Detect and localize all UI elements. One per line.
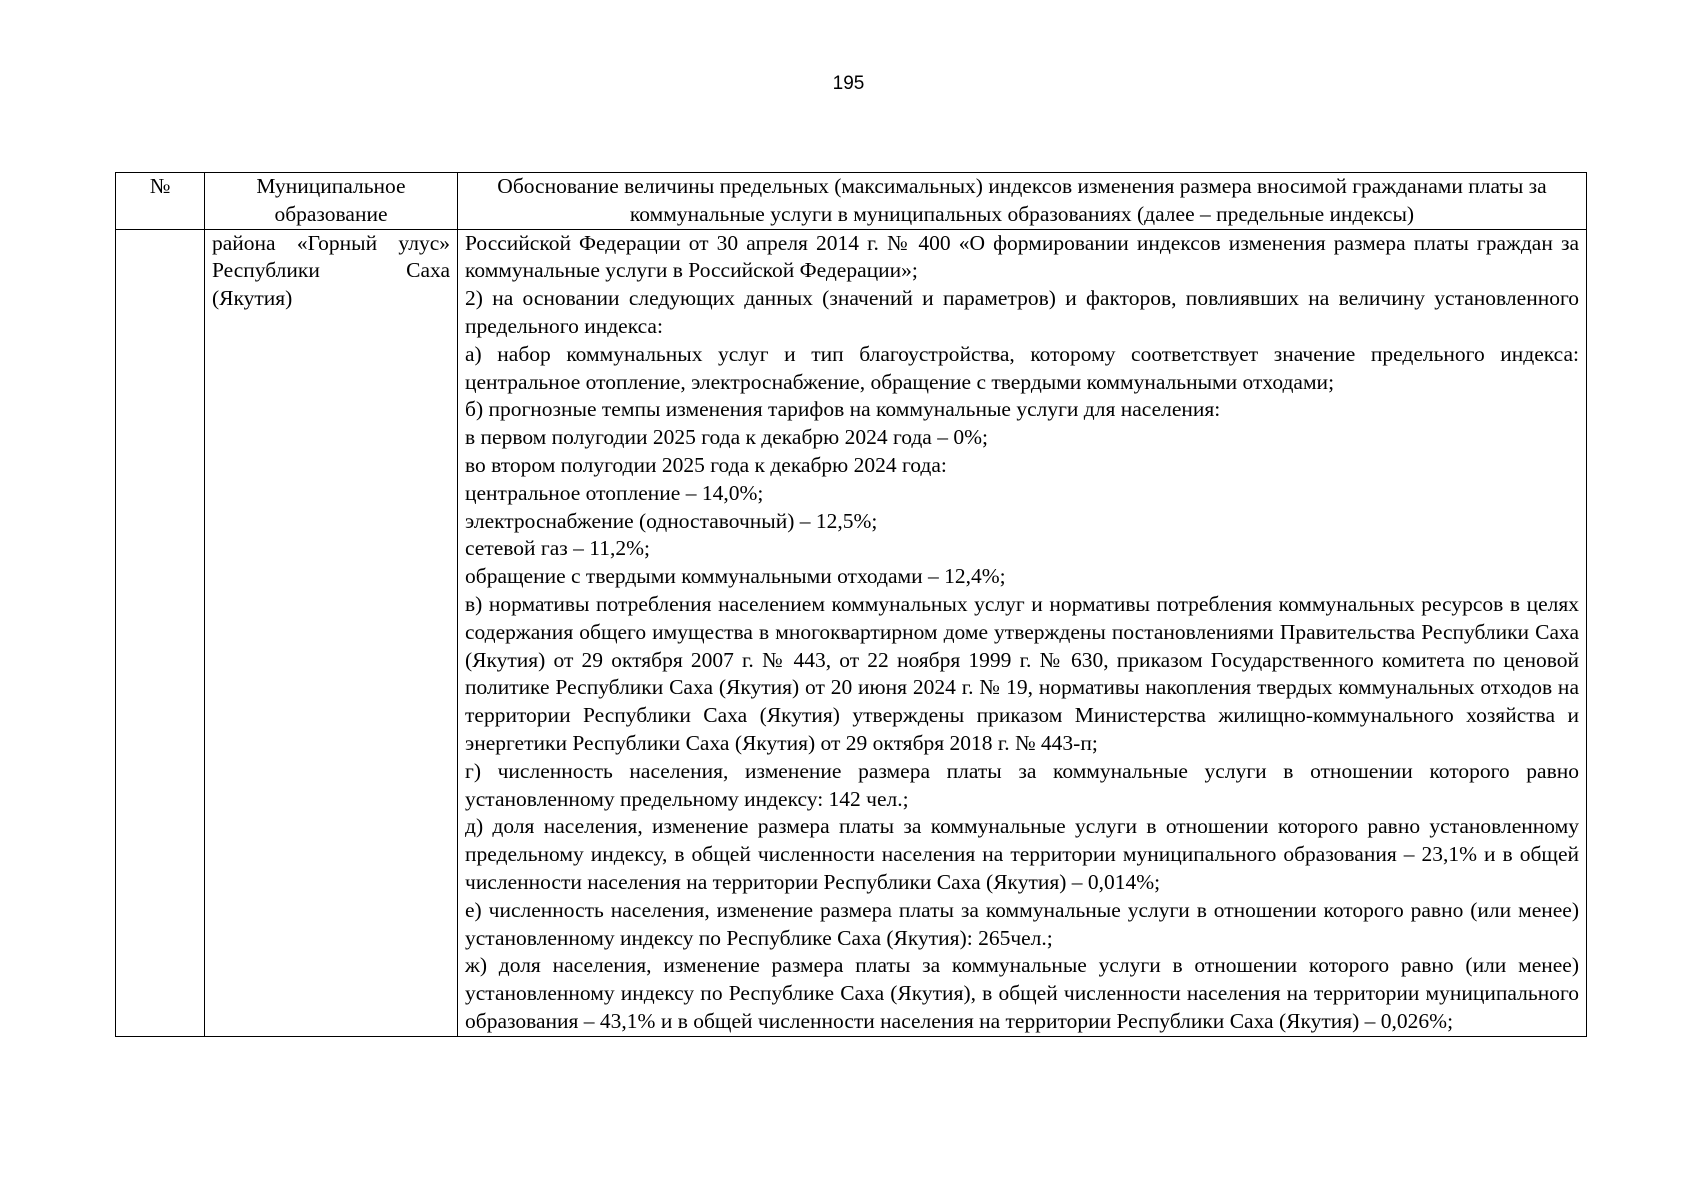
paragraph: обращение с твердыми коммунальными отходами – 12,4%; (465, 564, 1006, 589)
cell-no (116, 229, 205, 1036)
table-row (116, 229, 1587, 1036)
paragraph: г) численность населения, изменение размера платы за коммунальные услуги в отношении которого равно установленному предельному индексу: 142 чел.; (465, 758, 1579, 811)
paragraph: 2) на основании следующих данных (значений и параметров) и факторов, повлиявших на величину установленного предельного индекса: (465, 286, 1579, 338)
paragraph: ж) доля населения, изменение размера платы за коммунальные услуги в отношении которого равно (или менее) установленному индексу по Республике Саха (Якутия), в общей численности населения на территории муниципального образования – 43,1% и в общей численности населения на территории Республики Саха (Якутия) – 0,026%; (465, 953, 1579, 1033)
header-no: № (116, 173, 205, 230)
paragraph: центральное отопление – 14,0%; (465, 480, 764, 505)
paragraph: электроснабжение (одноставочный) – 12,5%; (465, 508, 878, 533)
paragraph: в) нормативы потребления населением коммунальных услуг и нормативы потребления коммунальных ресурсов в целях содержания общего имущества в многоквартирном доме утверждены постановлениями Правительства Республики Саха (Якутия) от 29 октября 2007 г. № 443, от 22 ноября 1999 г. № 630, приказом Государственного комитета по ценовой политике Республики Саха (Якутия) от 20 июня 2024 г. № 19, нормативы накопления твердых коммунальных отходов на территории Республики Саха (Якутия) утверждены приказом Министерства жилищно-коммунального хозяйства и энергетики Республики Саха (Якутия) от 29 октября 2018 г. № 443-п; (465, 591, 1579, 755)
paragraph: д) доля населения, изменение размера платы за коммунальные услуги в отношении которого равно установленному предельному индексу, в общей численности населения на территории муниципального образования – 23,1% и в общей численности населения на территории Республики Саха (Якутия) – 0,014%; (465, 814, 1579, 894)
paragraph: а) набор коммунальных услуг и тип благоустройства, которому соответствует значение предельного индекса: центральное отопление, электроснабжение, обращение с твердыми коммунальными отходами; (465, 341, 1579, 394)
header-justification: Обоснование величины предельных (максимальных) индексов изменения размера вносимой гражданами платы за коммунальные услуги в муниципальных образованиях (далее – предельные индексы) (458, 173, 1587, 230)
table-header-row (116, 173, 1587, 230)
paragraph: Российской Федерации от 30 апреля 2014 г. № 400 «О формировании индексов изменения размера платы граждан за коммунальные услуги в Российской Федерации»; (465, 230, 1579, 283)
paragraph: е) численность населения, изменение размера платы за коммунальные услуги в отношении которого равно (или менее) установленному индексу по Республике Саха (Якутия): 265чел.; (465, 897, 1579, 950)
municipality-name: района «Горный улус» Республики Саха (Якутия) (212, 230, 450, 311)
paragraph: в первом полугодии 2025 года к декабрю 2024 года – 0%; (465, 425, 988, 450)
paragraph: б) прогнозные темпы изменения тарифов на коммунальные услуги для населения: (465, 397, 1221, 422)
justification-table (115, 172, 1587, 1037)
page-number: 195 (832, 73, 865, 94)
cell-justification (458, 229, 1587, 1036)
paragraph: сетевой газ – 11,2%; (465, 536, 650, 561)
header-municipality: Муниципальное образование (205, 173, 458, 230)
cell-municipality (205, 229, 458, 1036)
paragraph: во втором полугодии 2025 года к декабрю 2024 года: (465, 452, 947, 477)
